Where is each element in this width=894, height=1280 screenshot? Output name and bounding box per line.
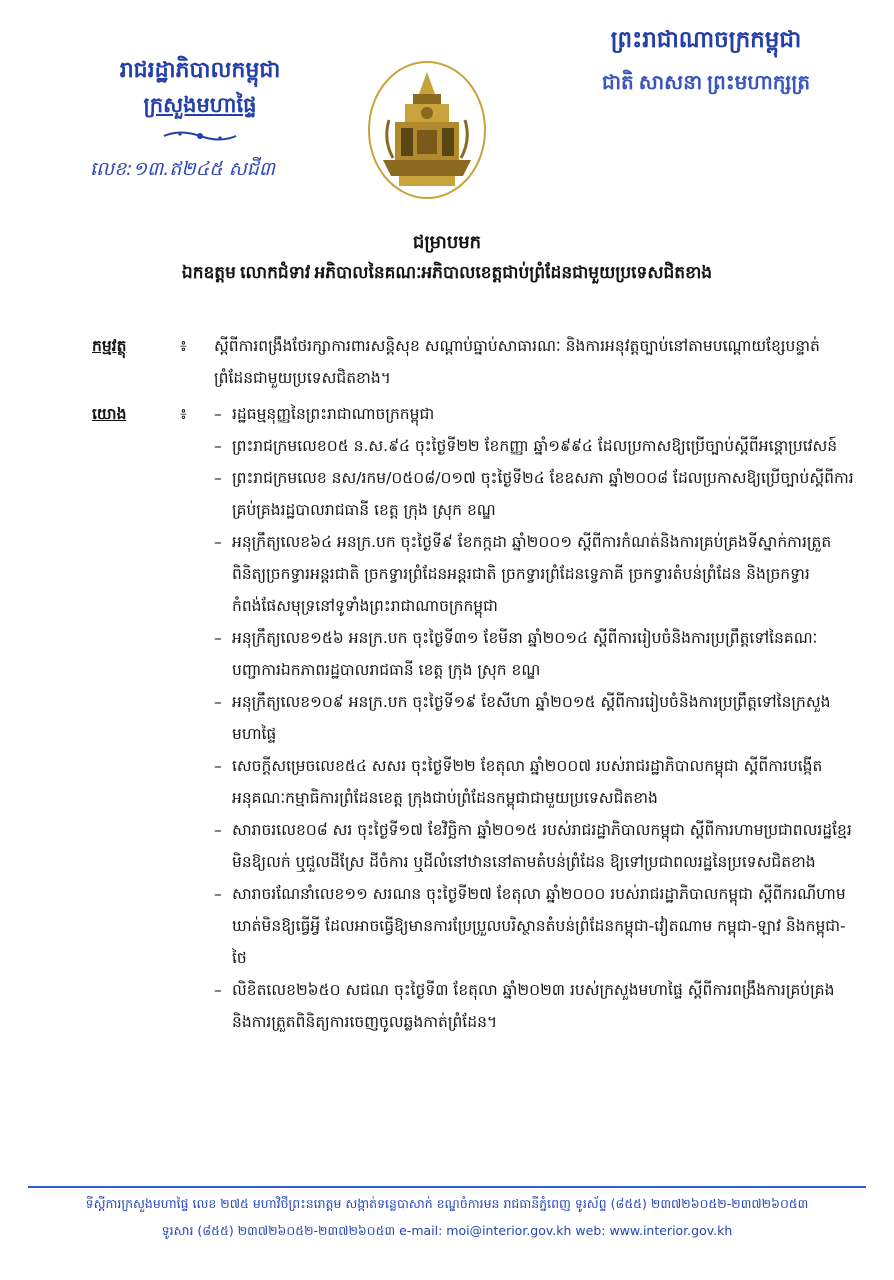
footer-address: ទីស្តីការក្រសួងមហាផ្ទៃ លេខ ២៧៥ មហាវិថីព្រះនរោត្តម សង្កាត់ទន្លេបាសាក់ ខណ្ឌចំការមន រាជធានីភ្នំពេញ ទូរស័ព្ទ (៨៥៥) ២៣៧២៦០៥២-២៣៧២៦០៥៣ bbox=[85, 1196, 809, 1211]
document-number: លេខ:១៣.ឥ២៤៥ សជី៣ bbox=[90, 158, 276, 180]
ministry-name: ក្រសួងមហាផ្ទៃ bbox=[143, 93, 257, 117]
government-name: រាជរដ្ឋាភិបាលកម្ពុជា bbox=[119, 57, 281, 82]
reference-item: – សារាចរណែនាំលេខ១១ សរណន ចុះថ្ងៃទី២៧ ខែតុលា ឆ្នាំ២០០០ របស់រាជរដ្ឋាភិបាលកម្ពុជា ស្តីពីករណីហាមឃាត់មិនឱ្យធ្វើអ្វី ដែលអាចធ្វើឱ្យមានការប្រែប្រួលបរិស្ថានតំបន់ព្រំដែនកម្ពុជា-វៀតណាម កម្ពុជា-ឡាវ និងកម្ពុជា-ថៃ bbox=[214, 885, 846, 967]
references-list bbox=[214, 398, 854, 1038]
reference-item: – សារាចរលេខ០៨ សរ ចុះថ្ងៃទី១៧ ខែវិច្ឆិកា ឆ្នាំ២០១៥ របស់រាជរដ្ឋាភិបាលកម្ពុជា ស្តីពីការហាមប្រជាពលរដ្ឋខ្មែរមិនឱ្យលក់ ឬជួលដីស្រែ ដីចំការ ឬដីលំនៅឋាននៅតាមតំបន់ព្រំដែន ឱ្យទៅប្រជាពលរដ្ឋនៃប្រទេសជិតខាង bbox=[214, 821, 852, 871]
subject-label: កម្មវត្ថុ bbox=[92, 337, 127, 355]
ornament-divider-icon bbox=[160, 129, 240, 143]
national-motto: ជាតិ សាសនា ព្រះមហាក្សត្រ bbox=[601, 72, 811, 94]
reference-item: – អនុក្រឹត្យលេខ១០៩ អនក្រ.បក ចុះថ្ងៃទី១៩ ខែសីហា ឆ្នាំ២០១៥ ស្តីពីការរៀបចំនិងការប្រព្រឹត្តទៅនៃក្រសួងមហាផ្ទៃ bbox=[214, 693, 831, 743]
reference-item: – រដ្ឋធម្មនុញ្ញនៃព្រះរាជាណាចក្រកម្ពុជា bbox=[214, 405, 435, 423]
subject-text: ស្តីពីការពង្រឹងថែរក្សាការពារសន្តិសុខ សណ្តាប់ធ្នាប់សាធារណៈ និងការអនុវត្តច្បាប់នៅតាមបណ្តោយខ្សែបន្ទាត់ព្រំដែនជាមួយប្រទេសជិតខាង។ bbox=[214, 337, 820, 387]
reference-item: – ព្រះរាជក្រមលេខ នស/រកម/០៥០៨/០១៧ ចុះថ្ងៃទី២៤ ខែឧសភា ឆ្នាំ២០០៨ ដែលប្រកាសឱ្យប្រើច្បាប់ស្តីពីការគ្រប់គ្រងរដ្ឋបាលរាជធានី ខេត្ត ក្រុង ស្រុក ខណ្ឌ bbox=[214, 469, 854, 519]
header-right bbox=[556, 26, 856, 99]
salutation: ជម្រាបមក bbox=[412, 232, 482, 252]
footer-divider bbox=[28, 1186, 866, 1188]
royal-coat-of-arms-icon bbox=[365, 60, 490, 200]
reference-item: – ព្រះរាជក្រមលេខ០៥ ន.ស.៩៤ ចុះថ្ងៃទី២២ ខែកញ្ញា ឆ្នាំ១៩៩៤ ដែលប្រកាសឱ្យប្រើច្បាប់ស្តីពីអន្តោប្រវេសន៍ bbox=[214, 437, 838, 455]
reference-item: – អនុក្រឹត្យលេខ៦៤ អនក្រ.បក ចុះថ្ងៃទី៩ ខែកក្កដា ឆ្នាំ២០០១ ស្តីពីការកំណត់និងការគ្រប់គ្រងទីស្នាក់ការត្រួតពិនិត្យច្រកទ្វារអន្តរជាតិ ច្រកទ្វារព្រំដែនអន្តរជាតិ ច្រកទ្វារព្រំដែនទ្វេភាគី ច្រកទ្វារតំបន់ព្រំដែន និងច្រកទ្វារកំពង់ផែសមុទ្រនៅទូទាំងព្រះរាជាណាចក្រកម្ពុជា bbox=[214, 533, 832, 615]
references-colon: ៖ bbox=[180, 405, 187, 423]
reference-item: – សេចក្តីសម្រេចលេខ៥៤ សសរ ចុះថ្ងៃទី២២ ខែតុលា ឆ្នាំ២០០៧ របស់រាជរដ្ឋាភិបាលកម្ពុជា ស្តីពីការបង្កើតអនុគណៈកម្មាធិការព្រំដែនខេត្ត ក្រុងជាប់ព្រំដែនកម្ពុជាជាមួយប្រទេសជិតខាង bbox=[214, 757, 823, 807]
kingdom-name: ព្រះរាជាណាចក្រកម្ពុជា bbox=[610, 27, 802, 52]
footer bbox=[28, 1186, 866, 1242]
recipient-title: ឯកឧត្តម លោកជំទាវ អភិបាលនៃគណៈអភិបាលខេត្តជាប់ព្រំដែនជាមួយប្រទេសជិតខាង bbox=[181, 263, 713, 282]
header-left bbox=[70, 56, 330, 185]
footer-contact: ទូរសារ (៨៥៥) ២៣៧២៦០៥២-២៣៧២៦០៥៣ e-mail: moi@interior.gov.kh web: www.interior.gov.kh bbox=[161, 1223, 733, 1238]
reference-item: – លិខិតលេខ២៦៥០ សជណ ចុះថ្ងៃទី៣ ខែតុលា ឆ្នាំ២០២៣ របស់ក្រសួងមហាផ្ទៃ ស្តីពីការពង្រឹងការគ្រប់គ្រងនិងការត្រួតពិនិត្យការចេញចូលឆ្លងកាត់ព្រំដែន។ bbox=[214, 981, 835, 1031]
reference-item: – អនុក្រឹត្យលេខ១៥៦ អនក្រ.បក ចុះថ្ងៃទី៣១ ខែមីនា ឆ្នាំ២០១៤ ស្តីពីការរៀបចំនិងការប្រព្រឹត្តទៅនៃគណៈបញ្ជាការឯកភាពរដ្ឋបាលរាជធានី ខេត្ត ក្រុង ស្រុក ខណ្ឌ bbox=[214, 629, 818, 679]
subject-colon: ៖ bbox=[180, 337, 187, 355]
references-label: យោង bbox=[92, 405, 127, 423]
